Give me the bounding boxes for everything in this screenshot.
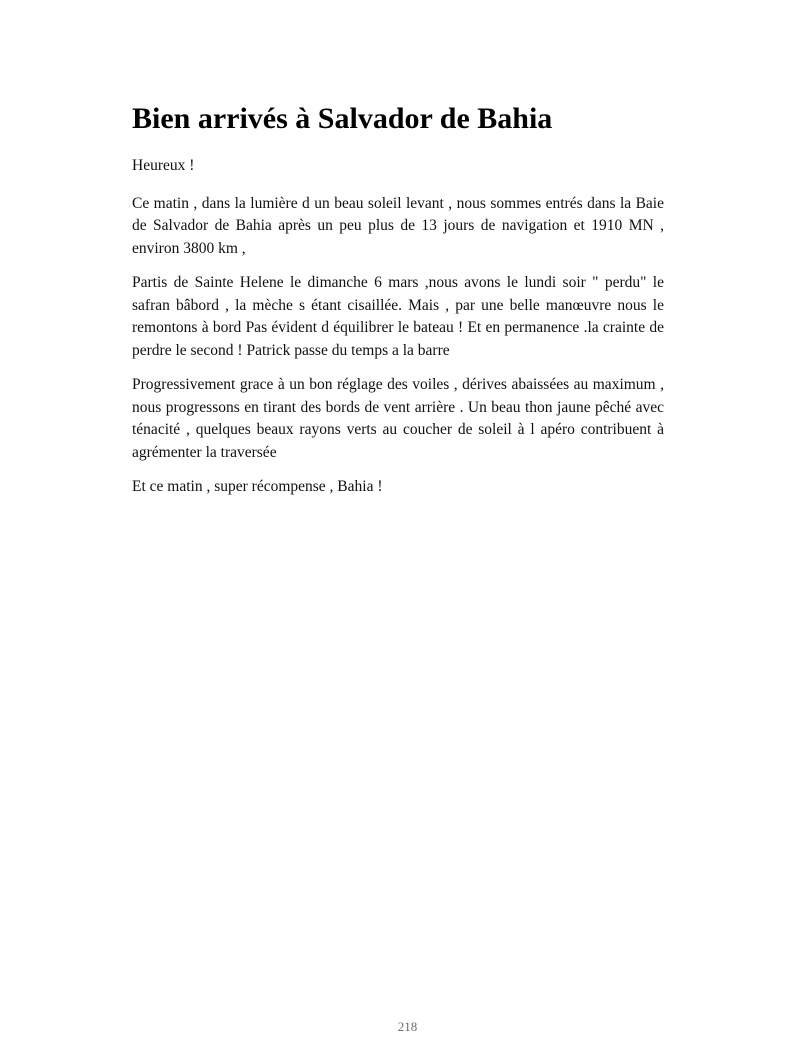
paragraph-conclusion: Et ce matin , super récompense , Bahia ! — [132, 478, 383, 495]
paragraph-progress: Progressivement grace à un bon réglage des voiles , dérives abaissées au maximum , nous progressons en tirant des bords de vent arrière . Un beau thon jaune pêché avec ténacité , quelques beaux rayons verts au coucher de soleil à l apéro contribuent à agrémenter la traversée — [132, 376, 664, 461]
paragraph-greeting: Heureux ! — [132, 157, 195, 174]
page-number: 218 — [397, 1019, 418, 1034]
page-title: Bien arrivés à Salvador de Bahia — [132, 102, 553, 135]
article-body — [132, 155, 664, 511]
paragraph-rudder-loss: Partis de Sainte Helene le dimanche 6 mars ,nous avons le lundi soir " perdu" le safran bâbord , la mèche s étant cisaillée. Mais , par une belle manœuvre nous le remontons à bord Pas évident d équilibrer le bateau ! Et en permanence .la crainte de perdre le second ! Patrick passe du temps a la barre — [132, 274, 664, 359]
paragraph-arrival: Ce matin , dans la lumière d un beau soleil levant , nous sommes entrés dans la Baie de Salvador de Bahia après un peu plus de 13 jours de navigation et 1910 MN , environ 3800 km , — [132, 194, 664, 257]
